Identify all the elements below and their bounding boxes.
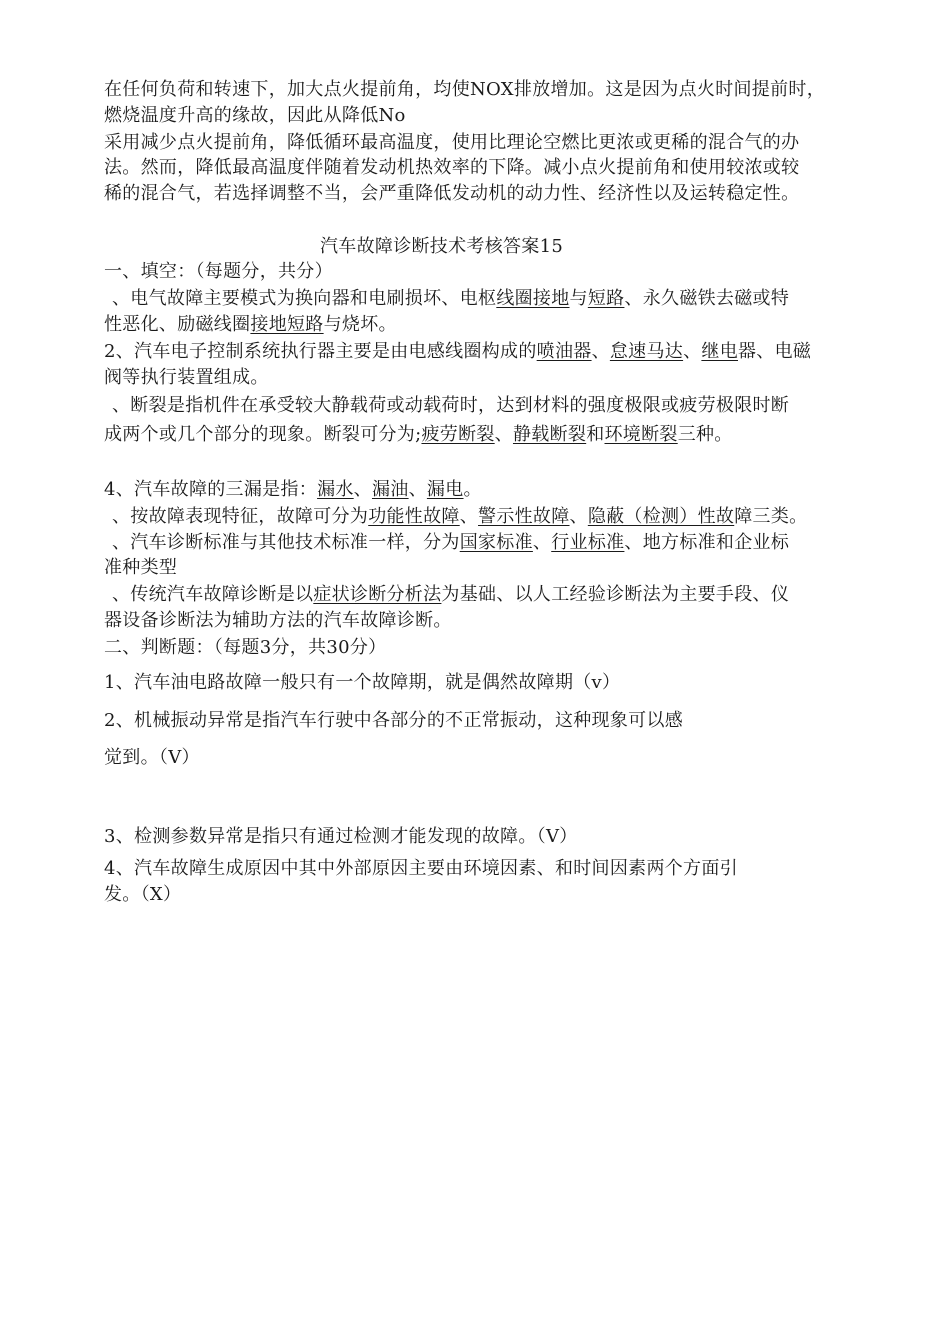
fill-q7-line-2: 器设备诊断法为辅助方法的汽车故障诊断。: [104, 610, 452, 631]
fill-q2-line-2: 阀等执行装置组成。: [104, 367, 269, 388]
text: 性恶化、励磁线圈: [104, 314, 251, 335]
text: 、永久磁铁去磁或特: [624, 288, 790, 309]
text: 、: [353, 479, 372, 500]
fill-q7-line-1: [112, 583, 789, 607]
intro-line-5: 稀的混合气，若选择调整不当，会严重降低发动机的动力性、经济性以及运转稳定性。: [104, 183, 800, 204]
text: 与: [569, 288, 588, 309]
judge-heading: 二、判断题：（每题3分，共30分）: [104, 637, 387, 658]
text: 、: [532, 532, 552, 553]
fill-q6-line-2: 准种类型: [104, 557, 178, 578]
answer-blank: 漏水: [317, 479, 354, 500]
text: 、电气故障主要模式为换向器和电刷损坏、电枢: [112, 288, 497, 309]
answer-blank: 行业标准: [551, 532, 625, 553]
answer-blank: 继电: [701, 341, 738, 362]
text: 、: [408, 479, 427, 500]
text: 、按故障表现特征，故障可分为: [112, 506, 369, 527]
answer-blank: 线圈接地: [496, 288, 570, 309]
answer-blank: 隐蔽（检测）性故: [587, 506, 735, 527]
judge-q3: 3、检测参数异常是指只有通过检测才能发现的故障。（V）: [104, 826, 578, 847]
fill-q1-line-1: [112, 287, 789, 311]
judge-q1: 1、汽车油电路故障一般只有一个故障期，就是偶然故障期（v）: [104, 672, 621, 693]
answer-blank: 静载断裂: [512, 424, 587, 445]
document-title: 汽车故障诊断技术考核答案15: [320, 236, 564, 257]
judge-q2-line-2: 觉到。（V）: [104, 747, 200, 768]
text: 4、汽车故障的三漏是指：: [104, 479, 318, 500]
answer-blank: 漏油: [371, 479, 409, 500]
judge-q2-line-1: 2、机械振动异常是指汽车行驶中各部分的不正常振动，这种现象可以感: [104, 710, 684, 731]
fill-q6-line-1: [112, 531, 789, 555]
answer-blank: 功能性故障: [368, 506, 460, 527]
text: 三种。: [677, 424, 733, 445]
fill-q5: [112, 505, 807, 529]
text: 障三类。: [734, 506, 808, 527]
text: 器、电磁: [738, 341, 812, 362]
intro-line-4: 法。然而，降低最高温度伴随着发动机热效率的下降。减小点火提前角和使用较浓或较: [104, 157, 800, 178]
text: 、: [591, 341, 610, 362]
intro-line-2: 燃烧温度升高的缘故，因此从降低No: [104, 105, 406, 126]
answer-blank: 怠速马达: [609, 341, 684, 362]
answer-blank: 警示性故障: [478, 506, 570, 527]
text: 和: [586, 424, 605, 445]
text: 成两个或几个部分的现象。断裂可分为;: [104, 424, 422, 445]
answer-blank: 接地短路: [250, 314, 324, 335]
text: 、: [459, 506, 479, 527]
text: 、汽车诊断标准与其他技术标准一样，分为: [112, 532, 460, 553]
fill-q4: [104, 478, 482, 502]
text: 、: [494, 424, 513, 445]
fill-heading: 一、填空：（每题分，共分）: [104, 261, 333, 282]
answer-blank: 喷油器: [536, 341, 592, 362]
answer-blank: 疲劳断裂: [421, 424, 495, 445]
text: 为基础、以人工经验诊断法为主要手段、仪: [441, 584, 790, 605]
fill-q2-line-1: [104, 340, 811, 364]
answer-blank: 短路: [587, 288, 625, 309]
answer-blank: 漏电: [426, 479, 464, 500]
text: 。: [463, 479, 482, 500]
intro-line-3: 采用减少点火提前角，降低循环最高温度，使用比理论空燃比更浓或更稀的混合气的办: [104, 132, 800, 153]
answer-blank: 环境断裂: [604, 424, 678, 445]
fill-q3-line-1: 、断裂是指机件在承受较大静载荷或动载荷时，达到材料的强度极限或疲劳极限时断: [112, 395, 790, 416]
text: 、: [569, 506, 588, 527]
judge-q4-line-1: 4、汽车故障生成原因中其中外部原因主要由环境因素、和时间因素两个方面引: [104, 858, 738, 879]
intro-line-1: 在任何负荷和转速下，加大点火提前角，均使NOX排放增加。这是因为点火时间提前时，: [104, 79, 826, 100]
fill-q3-line-2: [104, 423, 733, 447]
text: 、传统汽车故障诊断是以: [112, 584, 314, 605]
text: 、地方标准和企业标: [624, 532, 790, 553]
answer-blank: 症状诊断分析法: [313, 584, 442, 605]
answer-blank: 国家标准: [459, 532, 533, 553]
text: 、: [683, 341, 702, 362]
text: 与烧坏。: [323, 314, 397, 335]
judge-q4-line-2: 发。（X）: [104, 884, 182, 905]
fill-q1-line-2: [104, 313, 397, 337]
text: 2、汽车电子控制系统执行器主要是由电感线圈构成的: [104, 341, 537, 362]
